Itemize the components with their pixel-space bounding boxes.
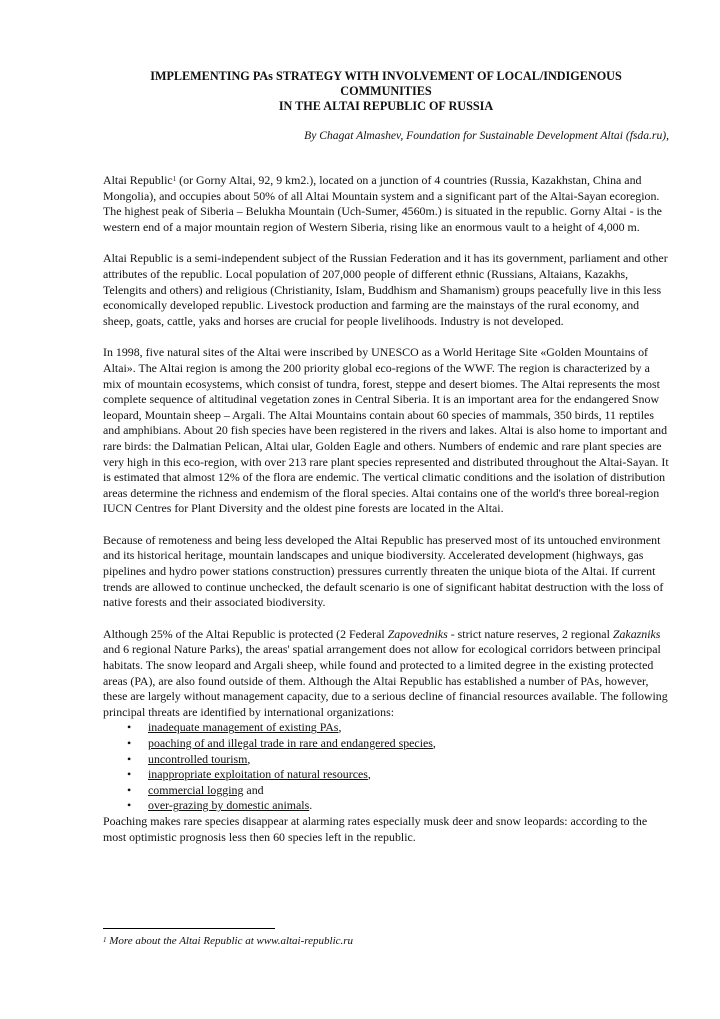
paragraph-heritage: In 1998, five natural sites of the Altai were inscribed by UNESCO as a World Heritage Site «Golden Mountains of Altai». The Altai region is among the 200 priority global eco-regions of the WWF. The region is characterized by a mix of mountain ecosystems, which consist of tundra, forest, steppe and desert biomes. The Altai represents the most complete sequence of altitudinal vegetation zones in Central Siberia. It is an important area for the endangered Snow leopard, Mountain sheep – Argali. The Altai Mountains contain about 60 species of mammals, 350 birds, 11 reptiles and amphibians. About 20 fish species have been registered in the rivers and lakes. Altai is also home to important and rare birds: the Dalmatian Pelican, Altai ular, Golden Eagle and others. Numbers of endemic and rare plant species are very high in this eco-region, with over 213 rare plant species represented and distributed throughout the Altai-Sayan. It is estimated that almost 12% of the flora are endemic. The vertical climatic conditions and the isolation of distribution areas determine the richness and endemism of the floral species. Altai contains one of the world's three boreal-region IUCN Centres for Plant Diversity and the oldest pine forests are located in the Altai. [103,345,669,516]
document-body [103,69,669,845]
threat-label: commercial logging [148,782,244,797]
paragraph-protected-areas [103,627,669,721]
threat-label: uncontrolled tourism [148,751,248,766]
threat-label: over-grazing by domestic animals [148,798,310,813]
bullet-icon: • [127,782,132,797]
bullet-icon: • [127,736,132,750]
bullet-icon: • [127,751,132,766]
threat-suffix: and [243,782,264,797]
threat-label: inadequate management of existing PAs [148,720,339,735]
pa-text-b: - strict nature reserves, 2 regional [447,626,613,641]
threats-list [103,720,669,814]
paragraph-republic: Altai Republic is a semi-independent subject of the Russian Federation and it has its government, parliament and other attributes of the republic. Local population of 207,000 people of different ethnic (Russians, Altaians, Kazakhs, Telengits and others) and religious (Christianity, Islam, Buddhism and Shamanism) groups peacefully live in this less economically developed republic. Livestock production and farming are the mainstays of the rural economy, and sheep, goats, cattle, yaks and horses are crucial for people livelihoods. Industry is not developed. [103,251,668,328]
list-item [103,767,669,783]
pa-text-c: and 6 regional Nature Parks), the areas' spatial arrangement does not allow for ecological corridors between principal habitats. The snow leopard and Argali sheep, while found and protected to a limited degree in the existing protected areas (PA), are also found outside of them. Although the Altai Republic has established a number of PAs, however, these are largely without management capacity, due to a serious decline of financial resources available. The following principal threats are identified by international organizations: [103,642,668,719]
bullet-icon: • [127,798,132,813]
document-title [103,69,669,114]
paragraph-intro [103,173,669,235]
threat-label: poaching of and illegal trade in rare and endangered species [148,736,433,750]
list-item [103,736,669,752]
title-line-1: IMPLEMENTING PAs STRATEGY WITH INVOLVEMENT OF LOCAL/INDIGENOUS [150,69,622,83]
zakazniks-term: Zakazniks [612,626,661,641]
pa-text-a: Although 25% of the Altai Republic is protected (2 Federal [103,626,388,641]
author-byline: By Chagat Almashev, Foundation for Sustainable Development Altai (fsda.ru), [304,129,669,142]
intro-text: (or Gorny Altai, 92, 9 km2.), located on a junction of 4 countries (Russia, Kazakhstan, China and Mongolia), and occupies about 50% of all Altai Mountain system and a significant part of the Altai-Sayan ecoregion. The highest peak of Siberia – Belukha Mountain (Uch-Sumer, 4560m.) is situated in the republic. Gorny Altai - is the western end of a major mountain region of Western Siberia, rising like an enormous vault to a height of 4,000 m. [103,173,662,234]
bullet-icon: • [127,767,132,782]
threat-suffix: , [338,720,342,735]
title-line-2: COMMUNITIES [340,84,432,98]
threat-suffix: . [309,798,313,813]
footnote-divider [103,928,275,929]
footnote-text: More about the Altai Republic at www.altai-republic.ru [106,935,354,947]
footnote [103,934,353,948]
threat-label: inappropriate exploitation of natural resources [148,767,368,782]
zapovedniks-term: Zapovedniks [387,626,448,641]
threat-suffix: , [367,767,371,782]
paragraph-poaching: Poaching makes rare species disappear at alarming rates especially musk deer and snow leopards: according to the most optimistic prognosis less then 60 species left in the republic. [103,813,648,844]
footnote-mark: 1 [103,936,107,944]
intro-lead: Altai Republic [103,173,173,187]
title-line-3: IN THE ALTAI REPUBLIC OF RUSSIA [278,99,494,113]
threat-suffix: , [432,736,436,750]
list-item [103,752,669,768]
bullet-icon: • [127,720,132,735]
list-item [103,798,669,814]
threat-suffix: , [247,751,251,766]
list-item [103,720,669,736]
list-item [103,783,669,799]
paragraph-development: Because of remoteness and being less developed the Altai Republic has preserved most of its untouched environment and its historical heritage, mountain landscapes and unique biodiversity. Accelerated development (highways, gas pipelines and hydro power stations construction) pressures currently threaten the unique biota of the Altai. If current trends are allowed to continue unchecked, the default scenario is one of significant habitat destruction with the loss of native forests and their associated biodiversity. [103,532,664,610]
footnote-reference[interactable]: 1 [172,175,177,183]
